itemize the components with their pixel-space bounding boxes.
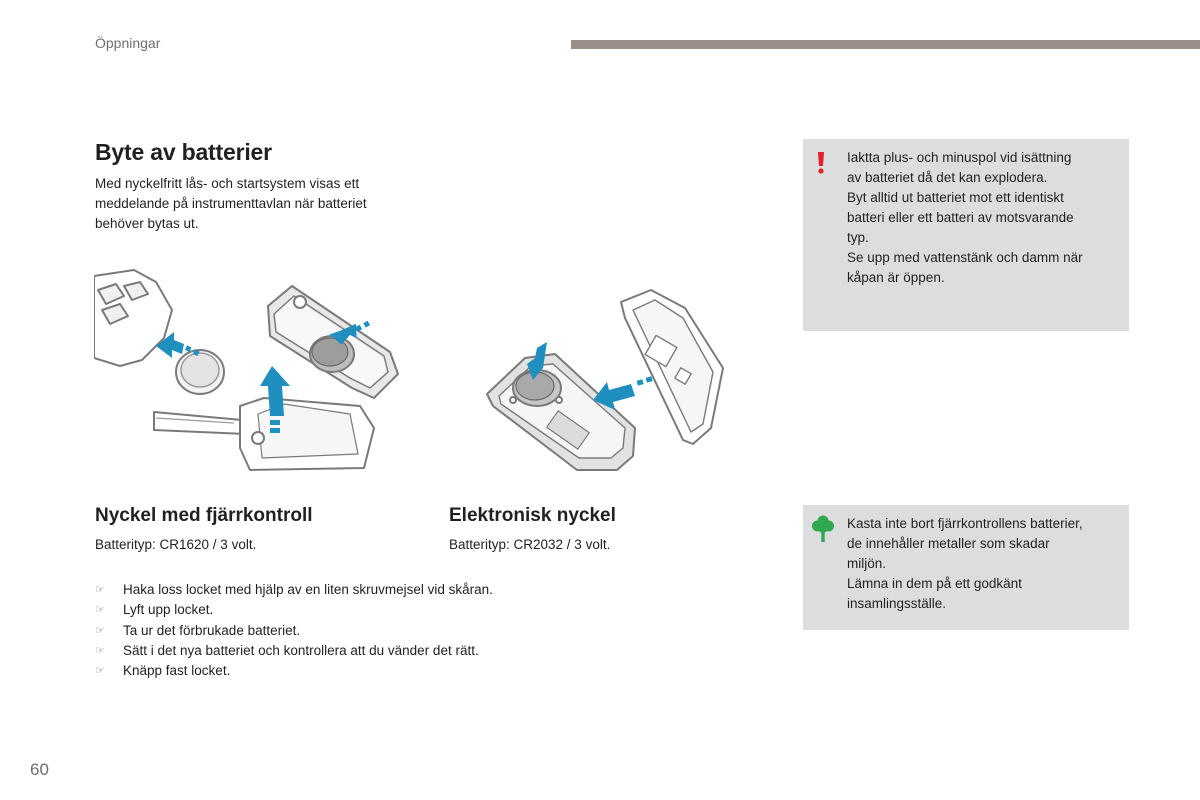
warning-exclamation-icon bbox=[813, 151, 829, 175]
step-text: Knäpp fast locket. bbox=[123, 663, 231, 679]
tree-icon bbox=[812, 515, 834, 543]
remote-key-battery: Batterityp: CR1620 / 3 volt. bbox=[95, 537, 257, 552]
step-text: Lyft upp locket. bbox=[123, 602, 214, 618]
remote-key-illustration bbox=[94, 268, 404, 483]
electronic-key-illustration bbox=[485, 288, 725, 473]
pointing-hand-icon: ☞ bbox=[95, 665, 105, 678]
warning-line: av batteriet då det kan explodera. bbox=[847, 170, 1048, 185]
step-text: Haka loss locket med hjälp av en liten skruvmejsel vid skåran. bbox=[123, 582, 493, 597]
pointing-hand-icon: ☞ bbox=[95, 604, 105, 617]
pointing-hand-icon: ☞ bbox=[95, 584, 105, 596]
warning-line: batteri eller ett batteri av motsvarande bbox=[847, 210, 1074, 225]
step-text: Ta ur det förbrukade batteriet. bbox=[123, 622, 301, 638]
environment-text bbox=[847, 514, 1083, 614]
intro-text bbox=[95, 174, 425, 234]
remote-key-heading: Nyckel med fjärrkontroll bbox=[95, 505, 313, 526]
pointing-hand-icon: ☞ bbox=[95, 644, 105, 657]
warning-line: Iaktta plus- och minuspol vid isättning bbox=[847, 150, 1072, 165]
warning-line: Byt alltid ut batteriet mot ett identiskt bbox=[847, 190, 1064, 205]
page-title: Byte av batterier bbox=[95, 139, 272, 165]
list-item bbox=[95, 580, 493, 600]
electronic-key-heading: Elektronisk nyckel bbox=[449, 505, 616, 526]
intro-line: Med nyckelfritt lås- och startsystem visas ett bbox=[95, 176, 360, 191]
steps-list bbox=[95, 580, 493, 681]
environment-line: de innehåller metaller som skadar bbox=[847, 536, 1050, 551]
warning-line: kåpan är öppen. bbox=[847, 270, 945, 285]
environment-line: miljön. bbox=[847, 556, 887, 571]
list-item bbox=[95, 661, 493, 681]
list-item bbox=[95, 600, 493, 620]
warning-note bbox=[803, 139, 1129, 331]
step-text: Sätt i det nya batteriet och kontrollera att du vänder det rätt. bbox=[123, 642, 479, 658]
intro-line: behöver bytas ut. bbox=[95, 216, 199, 231]
header-bar bbox=[571, 40, 1200, 49]
section-label: Öppningar bbox=[95, 35, 161, 51]
warning-text bbox=[847, 148, 1083, 288]
page-number: 60 bbox=[30, 760, 49, 779]
environment-line: Lämna in dem på ett godkänt bbox=[847, 576, 1022, 591]
environment-note bbox=[803, 505, 1129, 630]
list-item bbox=[95, 641, 493, 661]
pointing-hand-icon: ☞ bbox=[95, 624, 105, 637]
environment-line: insamlingsställe. bbox=[847, 596, 947, 611]
list-item bbox=[95, 621, 493, 641]
environment-line: Kasta inte bort fjärrkontrollens batterier, bbox=[847, 516, 1083, 531]
intro-line: meddelande på instrumenttavlan när batteriet bbox=[95, 196, 367, 211]
warning-line: typ. bbox=[847, 230, 869, 245]
warning-line: Se upp med vattenstänk och damm när bbox=[847, 250, 1083, 265]
electronic-key-battery: Batterityp: CR2032 / 3 volt. bbox=[449, 537, 611, 552]
